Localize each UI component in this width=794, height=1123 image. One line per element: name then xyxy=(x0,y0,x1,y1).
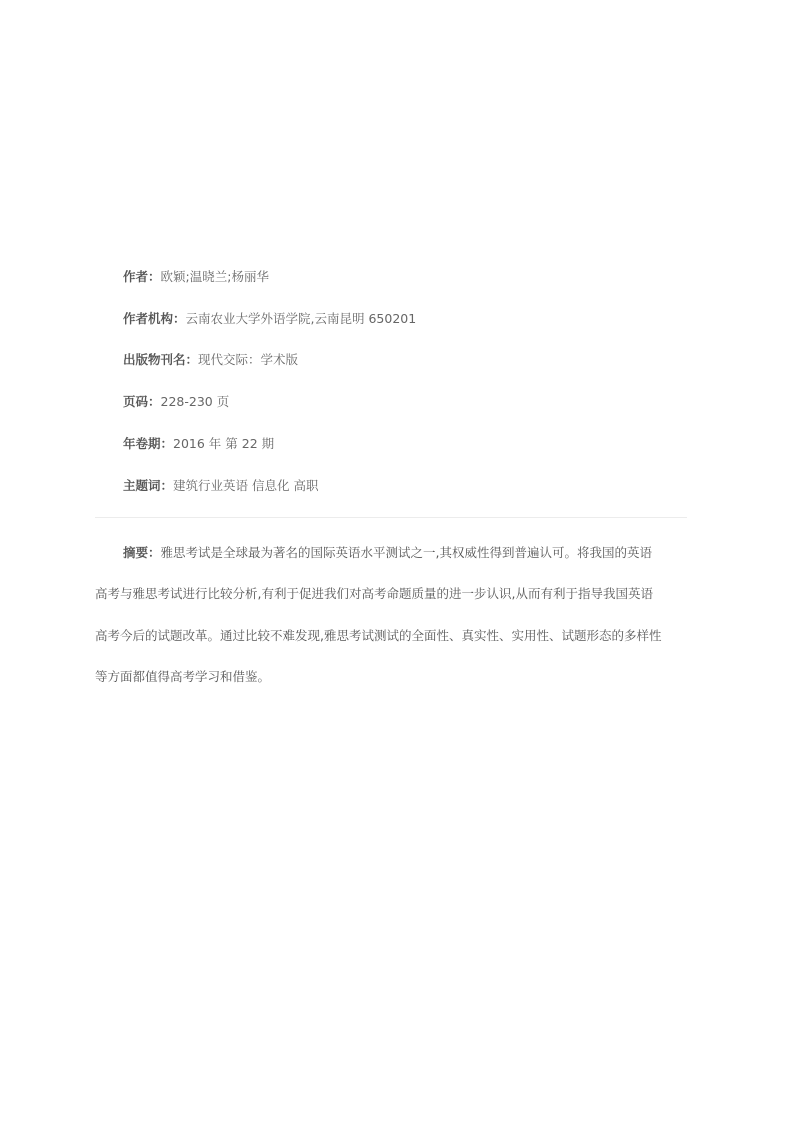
section-divider xyxy=(95,517,687,518)
journal-value: 现代交际：学术版 xyxy=(198,352,299,367)
pages-label: 页码： xyxy=(123,394,161,409)
pages-row xyxy=(123,393,229,411)
abstract-line-1 xyxy=(123,544,652,562)
issue-row xyxy=(123,435,274,453)
journal-label: 出版物刊名： xyxy=(123,352,199,367)
issue-label: 年卷期： xyxy=(123,436,174,451)
keywords-value: 建筑行业英语 信息化 高职 xyxy=(173,478,319,493)
abstract-label: 摘要： xyxy=(123,545,161,560)
authors-value: 欧颖;温晓兰;杨丽华 xyxy=(160,269,269,284)
keywords-row xyxy=(123,477,318,495)
journal-row xyxy=(123,351,298,369)
abstract-line-2: 高考与雅思考试进行比较分析,有利于促进我们对高考命题质量的进一步认识,从而有利于指导我国英语 xyxy=(95,586,653,601)
institution-row xyxy=(123,310,416,328)
pages-value: 228-230 页 xyxy=(160,394,230,409)
authors-label: 作者： xyxy=(123,269,161,284)
keywords-label: 主题词： xyxy=(123,478,174,493)
abstract-line-4: 等方面都值得高考学习和借鉴。 xyxy=(95,669,271,684)
abstract-line-3: 高考今后的试题改革。通过比较不难发现,雅思考试测试的全面性、真实性、实用性、试题形态的多样性 xyxy=(95,628,662,643)
abstract-text-1: 雅思考试是全球最为著名的国际英语水平测试之一,其权威性得到普遍认可。将我国的英语 xyxy=(160,545,652,560)
authors-row xyxy=(123,268,269,286)
institution-value: 云南农业大学外语学院,云南昆明 650201 xyxy=(185,311,417,326)
institution-label: 作者机构： xyxy=(123,311,186,326)
issue-value: 2016 年 第 22 期 xyxy=(173,436,275,451)
